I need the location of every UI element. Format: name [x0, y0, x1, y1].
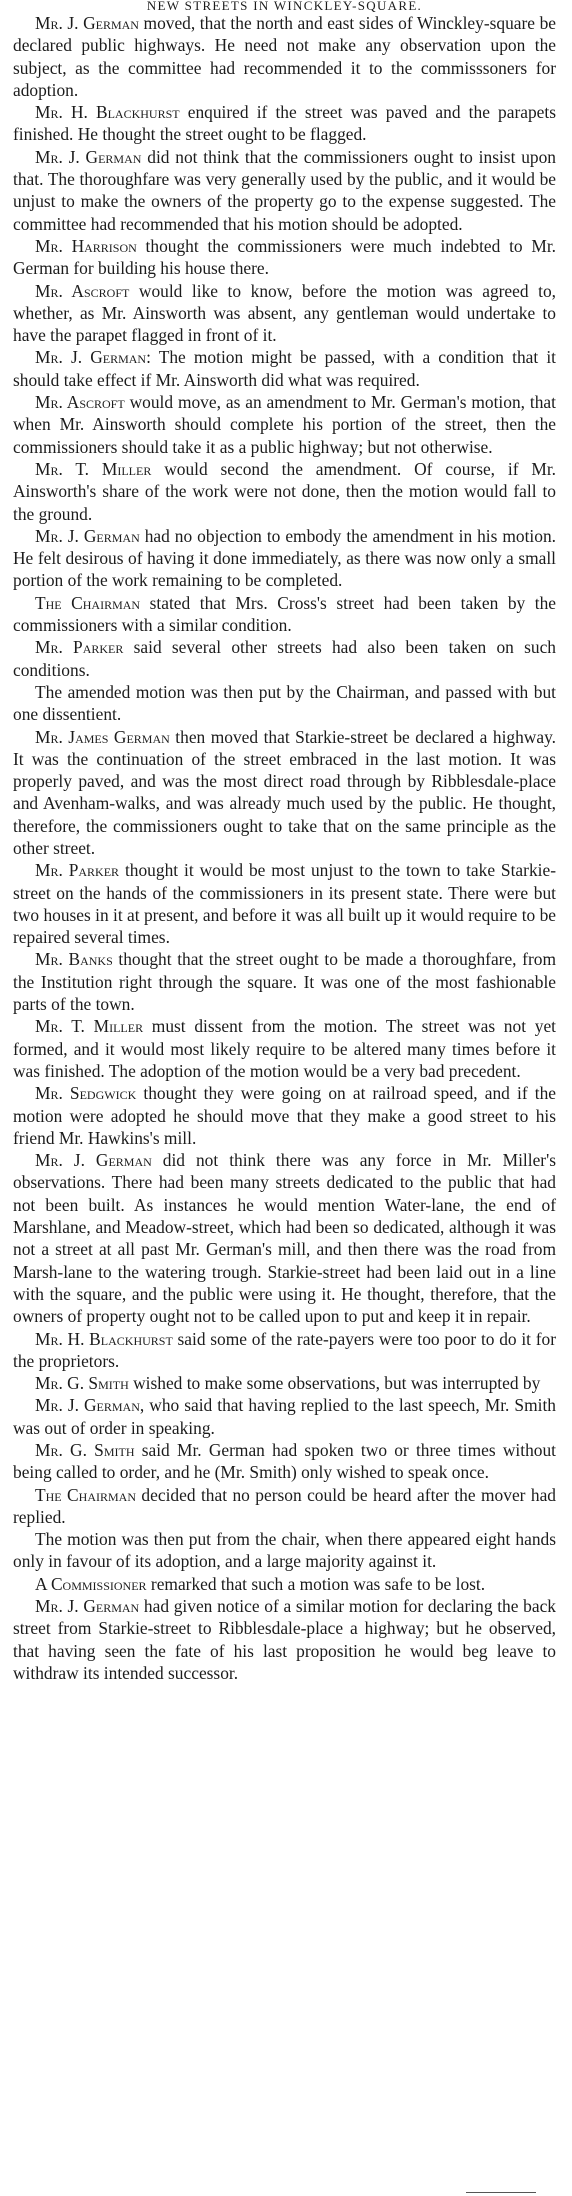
- paragraph-text: The amended motion was then put by the Chairman, and passed with but one dissentient.: [13, 681, 556, 725]
- paragraph-text: said Mr. German had spoken two or three times without being called to order, and he (Mr. Smith) only wished to speak once.: [13, 1440, 556, 1483]
- paragraph: [13, 280, 556, 347]
- speaker-name: The Chairman: [35, 1484, 136, 1505]
- paragraph-text: thought they were going on at railroad speed, and if the motion were adopted he should move that they make a good street to his friend Mr. Hawkins's mill.: [13, 1083, 556, 1148]
- paragraph: [13, 1082, 556, 1149]
- paragraph-text: moved, that the north and east sides of Winckley-square be declared public highways. He need not make any observation upon the subject, as the committee had recommended it to the commisssoners for adoption.: [13, 13, 556, 100]
- paragraph-text: said several other streets had also been taken on such conditions.: [13, 637, 556, 680]
- paragraph-text: had no objection to embody the amendment in his motion. He felt desirous of having it done immediately, as there was now only a small portion of the work remaining to be completed.: [13, 525, 556, 591]
- paragraph: [13, 726, 556, 860]
- paragraph-text: thought that the street ought to be made a thoroughfare, from the Institution right through the square. It was one of the most fashionable parts of the town.: [13, 949, 556, 1015]
- paragraph: [13, 1328, 556, 1373]
- speaker-name: The Chairman: [35, 592, 141, 613]
- speaker-name: Mr. T. Miller: [35, 458, 152, 479]
- speaker-name: Mr. Banks: [35, 949, 113, 970]
- paragraph: [13, 948, 556, 1015]
- closing-rule: [466, 2192, 536, 2193]
- paragraph-text: had given notice of a similar motion for declaring the back street from Starkie-street to Ribblesdale-place a highway; but he observed, that having seen the fate of his last proposition he would beg leave to withdraw its intended successor.: [13, 1596, 556, 1683]
- paragraph-text: , who said that having replied to the last speech, Mr. Smith was out of order in speaking.: [13, 1395, 556, 1438]
- speaker-name: Mr. H. Blackhurst: [35, 1328, 173, 1349]
- paragraph: [13, 1484, 556, 1529]
- paragraph-text: : The motion might be passed, with a condition that it should take effect if Mr. Ainsworth did what was required.: [13, 347, 556, 390]
- paragraph-text: remarked that such a motion was safe to be lost.: [146, 1573, 486, 1594]
- speaker-name: Mr. T. Miller: [35, 1016, 144, 1037]
- paragraph: [13, 592, 556, 637]
- paragraph: [13, 1573, 556, 1595]
- speaker-name: Mr. G. Smith: [35, 1440, 135, 1460]
- paragraph-text: said some of the rate-payers were too poor to do it for the proprietors.: [13, 1328, 556, 1371]
- speaker-name: Mr. J. German: [35, 1395, 140, 1416]
- paragraph-text: did not think there was any force in Mr. Miller's observations. There had been many streets dedicated to the public that had not been built. As instances he would mention Water-lane, the end of Marshlane, and Meadow-street, which had been so dedicated, although it was not a street at all past Mr. German's mill, and then there was the road from Marsh-lane to the watering trough. Starkie-street had been laid out in a line with the square, and the public were using it. He thought, therefore, that the owners of property ought not to be called upon to put and keep it in repair.: [13, 1150, 556, 1327]
- paragraph: [13, 1394, 556, 1439]
- paragraph-text: would move, as an amendment to Mr. German's motion, that when Mr. Ainsworth should complete his portion of the street, then the commissioners should take it as a public highway; but not otherwise.: [13, 392, 556, 457]
- paragraph: [13, 146, 556, 235]
- paragraph: [13, 1015, 556, 1082]
- paragraph: [13, 1372, 556, 1394]
- paragraph-text: enquired if the street was paved and the parapets finished. He thought the street ought to be flagged.: [13, 102, 556, 145]
- paragraph: [13, 458, 556, 525]
- speaker-name: Mr. Ascroft: [35, 392, 125, 413]
- speaker-name: Mr. J. German: [35, 525, 140, 546]
- speaker-name: Mr. J. German: [35, 347, 147, 368]
- paragraph-text: must dissent from the motion. The street was not yet formed, and it would most likely require to be altered many times before it was finished. The adoption of the motion would be a very bad precedent.: [13, 1016, 556, 1081]
- paragraph: [13, 636, 556, 681]
- speaker-name: Mr. H. Blackhurst: [35, 102, 180, 123]
- article-body: [13, 12, 556, 1684]
- paragraph: [13, 1149, 556, 1327]
- paragraph-text: thought it would be most unjust to the town to take Starkie-street on the hands of the commissioners in its present state. There were but two houses in it at present, and before it was all built up it would require to be repaired several times.: [13, 860, 556, 948]
- speaker-name: Mr. J. German: [35, 1596, 140, 1617]
- paragraph-text: would second the amendment. Of course, if Mr. Ainsworth's share of the work were not done, then the motion would fall to the ground.: [13, 458, 557, 524]
- speaker-name: Mr. J. German: [35, 146, 142, 167]
- paragraph-text: then moved that Starkie-street be declared a highway. It was the continuation of the street embraced in the last motion. It was properly paved, and was the most direct road through by Ribblesdale-place and Avenham-walks, and was already much used by the public. He thought, therefore, the commissioners ought to take that on the same principle as the other street.: [13, 726, 556, 858]
- paragraph-text: wished to make some observations, but was interrupted by: [128, 1373, 541, 1394]
- speaker-name: Mr. Parker: [35, 637, 124, 658]
- speaker-name: Mr. J. German: [35, 13, 139, 33]
- paragraph-text: decided that no person could be heard after the mover had replied.: [13, 1484, 556, 1527]
- paragraph: [13, 681, 556, 726]
- paragraph: [13, 525, 556, 592]
- paragraph: [13, 101, 556, 146]
- paragraph-text: stated that Mrs. Cross's street had been taken by the commissioners with a similar condition.: [13, 592, 557, 636]
- speaker-name: A Commissioner: [35, 1573, 147, 1594]
- speaker-name: Mr. J. German: [35, 1150, 152, 1171]
- paragraph-text: The motion was then put from the chair, when there appeared eight hands only in favour of its adoption, and a large majority against it.: [13, 1529, 556, 1572]
- speaker-name: Mr. Parker: [35, 860, 120, 881]
- speaker-name: Mr. Harrison: [35, 235, 137, 256]
- speaker-name: Mr. Sedgwick: [35, 1083, 137, 1104]
- paragraph: [13, 1595, 556, 1684]
- speaker-name: Mr. G. Smith: [35, 1373, 129, 1394]
- article-heading: NEW STREETS IN WINCKLEY-SQUARE.: [146, 0, 423, 12]
- speaker-name: Mr. James German: [35, 726, 170, 747]
- paragraph-text: thought the commissioners were much indebted to Mr. German for building his house there.: [13, 235, 556, 279]
- paragraph: [13, 391, 556, 458]
- paragraph-text: did not think that the commissioners ought to insist upon that. The thoroughfare was very generally used by the public, and it would be unjust to make the owners of the property go to the expense suggested. The committee had recommended that his motion should be adopted.: [13, 146, 556, 234]
- paragraph: [13, 235, 556, 280]
- paragraph: [13, 1528, 556, 1573]
- paragraph: [13, 12, 556, 101]
- paragraph: [13, 1439, 556, 1484]
- paragraph: [13, 346, 556, 391]
- speaker-name: Mr. Ascroft: [35, 280, 130, 301]
- paragraph: [13, 859, 556, 948]
- paragraph-text: would like to know, before the motion was agreed to, whether, as Mr. Ainsworth was absent, any gentleman would undertake to have the parapet flagged in front of it.: [13, 280, 556, 346]
